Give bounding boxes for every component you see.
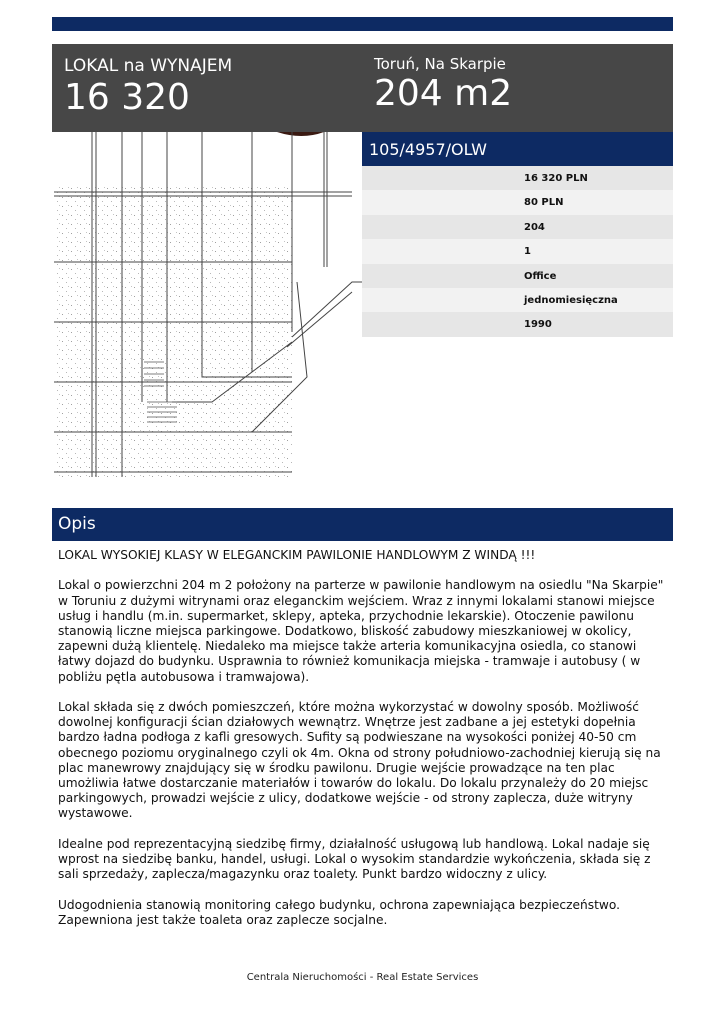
description-heading-bar [52, 508, 673, 541]
floor-plan-drawing [52, 132, 362, 508]
detail-value: 16 320 PLN [524, 173, 588, 184]
description-paragraph: Lokal o powierzchni 204 m 2 położony na parterze w pawilonie handlowym na osiedlu "Na Skarpie" w Toruniu z dużymi witrynami oraz eleganckim wejściem. Wraz z innymi lokalami stanowi miejsce usług i handlu (m.in. supermarket, sklepy, apteka, przychodnie lekarskie). Otoczenie pawilonu stanowią liczne miejsca parkingowe. Dodatkowo, bliskość zabudowy mieszkaniowej w okolicy, zapewni dużą klientelę. Niedaleko ma miejsce także arteria komunikacyjna osiedla, co stanowi łatwy dojazd do budynku. Usprawnia to również komunikacja miejska - tramwaje i autobusy ( w pobliżu pętla autobusowa i tramwajowa). [58, 578, 664, 684]
listing-header [52, 44, 673, 132]
detail-value: jednomiesięczna [524, 294, 618, 306]
description-paragraph: LOKAL WYSOKIEJ KLASY W ELEGANCKIM PAWILONIE HANDLOWYM Z WINDĄ !!! [58, 548, 536, 562]
detail-row-area [362, 215, 673, 239]
detail-row-floor [362, 239, 673, 263]
details-table [362, 166, 673, 337]
reference-number: 105/4957/OLW [369, 140, 487, 159]
detail-value: 1 [524, 246, 531, 258]
description-paragraph: Udogodnienia stanowią monitoring całego budynku, ochrona zapewniająca bezpieczeństwo. Zapewniona jest także toaleta oraz zaplecze socjalne. [58, 897, 620, 927]
header-right [374, 54, 512, 114]
listing-location: Toruń, Na Skarpie [374, 55, 506, 73]
listing-area: 204 m2 [374, 73, 513, 114]
detail-value: 80 PLN [524, 197, 564, 209]
detail-value: Office [524, 270, 557, 282]
detail-row-price-per-m2 [362, 190, 673, 214]
detail-value: 204 [524, 221, 545, 233]
page-footer: Centrala Nieruchomości - Real Estate Services [246, 972, 479, 983]
listing-type: LOKAL na WYNAJEM [64, 56, 233, 76]
top-accent-bar [52, 17, 673, 31]
detail-row-year [362, 312, 673, 336]
description-paragraph: Idealne pod reprezentacyjną siedzibę firmy, działalność usługową lub handlową. Lokal nadaje się wprost na siedzibę banku, handel, usługi. Lokal o wysokim standardzie wykończenia, składa się z sali sprzedaży, zaplecza/magazynku oraz toalety. Punkt bardzo widoczny z ulicy. [58, 836, 651, 882]
detail-row-deposit [362, 288, 673, 312]
listing-price: 16 320 [64, 77, 190, 118]
detail-row-use [362, 264, 673, 288]
detail-value: 1990 [524, 319, 552, 331]
description-paragraph: Lokal składa się z dwóch pomieszczeń, które można wykorzystać w dowolny sposób. Możliwość dowolnej konfiguracji ścian działowych wewnątrz. Wnętrze jest zadbane a jej estetyki dopełnia bardzo ładna podłoga z kafli gresowych. Sufity są podwieszane na wysokości poniżej 40-50 cm obecnego poziomu oryginalnego czyli ok 4m. Okna od strony południowo-zachodniej kierują się na plac manewrowy znajdujący się w środku pawilonu. Drugie wejście prowadzące na ten plac umożliwia łatwe dostarczanie materiałów i towarów do lokalu. Do lokalu przynależy do 20 miejsc parkingowych, prowadzi wejście z ulicy, dodatkowe wejście - od strony zaplecza, duże witryny wystawowe. [58, 700, 661, 821]
description-heading: Opis [58, 514, 96, 534]
reference-bar [362, 132, 673, 166]
floor-plan-image [52, 132, 362, 508]
header-left [64, 56, 232, 118]
description-body [58, 548, 668, 943]
detail-row-price [362, 166, 673, 190]
